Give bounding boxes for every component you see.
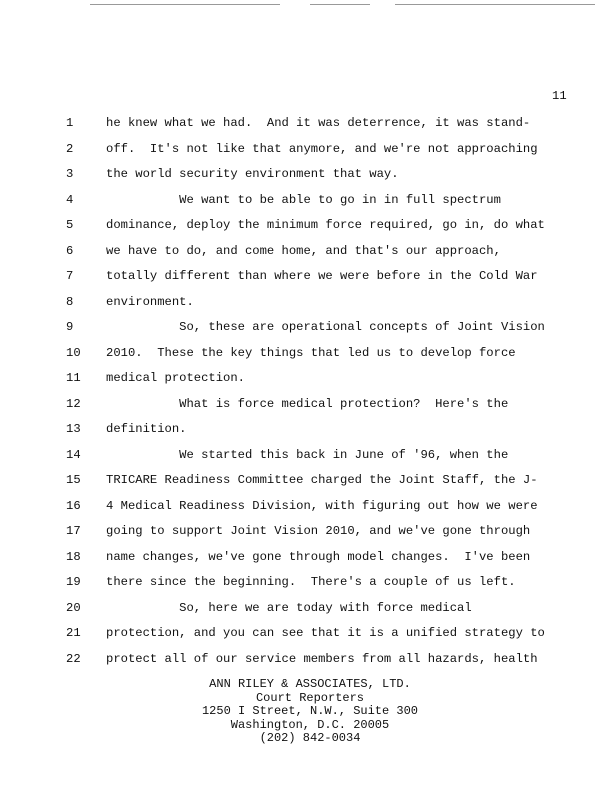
line-number: 3 — [66, 167, 74, 181]
line-text: going to support Joint Vision 2010, and we've gone through — [106, 524, 531, 538]
line-text: So, these are operational concepts of Joint Vision — [106, 320, 545, 334]
line-text: What is force medical protection? Here's the — [106, 396, 509, 411]
scan-artifact-line — [395, 4, 595, 5]
scan-artifact-line — [310, 4, 370, 5]
line-text: he knew what we had. And it was deterrence, it was stand- — [106, 116, 531, 130]
line-text: TRICARE Readiness Committee charged the Joint Staff, the J- — [106, 473, 538, 487]
line-text: dominance, deploy the minimum force required, go in, do what — [106, 218, 545, 232]
line-number: 7 — [66, 269, 74, 283]
line-number: 19 — [66, 575, 81, 589]
footer-phone: (202) 842-0034 — [259, 731, 361, 746]
line-text: the world security environment that way. — [106, 167, 399, 181]
line-text: totally different than where we were before in the Cold War — [106, 269, 538, 283]
line-number: 14 — [66, 447, 81, 462]
line-number: 17 — [66, 524, 81, 538]
line-number: 11 — [66, 371, 81, 385]
line-text: protection, and you can see that it is a unified strategy to — [106, 626, 545, 640]
line-number: 10 — [66, 345, 81, 360]
line-number: 5 — [66, 218, 74, 232]
line-text: We started this back in June of '96, when the — [106, 447, 509, 462]
line-number: 18 — [66, 549, 81, 564]
line-text: there since the beginning. There's a couple of us left. — [106, 575, 516, 589]
footer-address: 1250 I Street, N.W., Suite 300 — [201, 704, 419, 719]
line-number: 22 — [66, 651, 81, 666]
line-text: 4 Medical Readiness Division, with figuring out how we were — [106, 498, 538, 513]
line-number: 16 — [66, 498, 81, 513]
line-text: medical protection. — [106, 371, 245, 385]
line-number: 1 — [66, 116, 74, 130]
footer-city: Washington, D.C. 20005 — [230, 717, 390, 732]
line-number: 13 — [66, 422, 81, 436]
line-number: 12 — [66, 396, 81, 411]
line-text: we have to do, and come home, and that's our approach, — [106, 243, 501, 258]
line-text: off. It's not like that anymore, and we're not approaching — [106, 141, 538, 156]
page-number: 11 — [552, 89, 567, 103]
line-text: definition. — [106, 422, 187, 436]
scan-artifact-line — [90, 4, 280, 5]
line-text: protect all of our service members from all hazards, health — [106, 651, 538, 666]
line-text: We want to be able to go in in full spectrum — [106, 192, 501, 207]
line-text: So, here we are today with force medical — [106, 600, 472, 615]
line-text: name changes, we've gone through model changes. I've been — [106, 549, 531, 564]
line-text: environment. — [106, 294, 194, 309]
footer — [0, 678, 611, 746]
line-text: 2010. These the key things that led us to develop force — [106, 345, 516, 360]
line-number: 21 — [66, 626, 81, 640]
line-number: 15 — [66, 473, 81, 487]
line-number: 9 — [66, 320, 74, 334]
line-number: 20 — [66, 600, 81, 615]
footer-subtitle: Court Reporters — [255, 690, 365, 705]
line-number: 2 — [66, 141, 74, 156]
line-number: 4 — [66, 192, 74, 207]
line-number: 8 — [66, 294, 74, 309]
footer-company: ANN RILEY & ASSOCIATES, LTD. — [209, 677, 411, 691]
line-number: 6 — [66, 243, 74, 258]
